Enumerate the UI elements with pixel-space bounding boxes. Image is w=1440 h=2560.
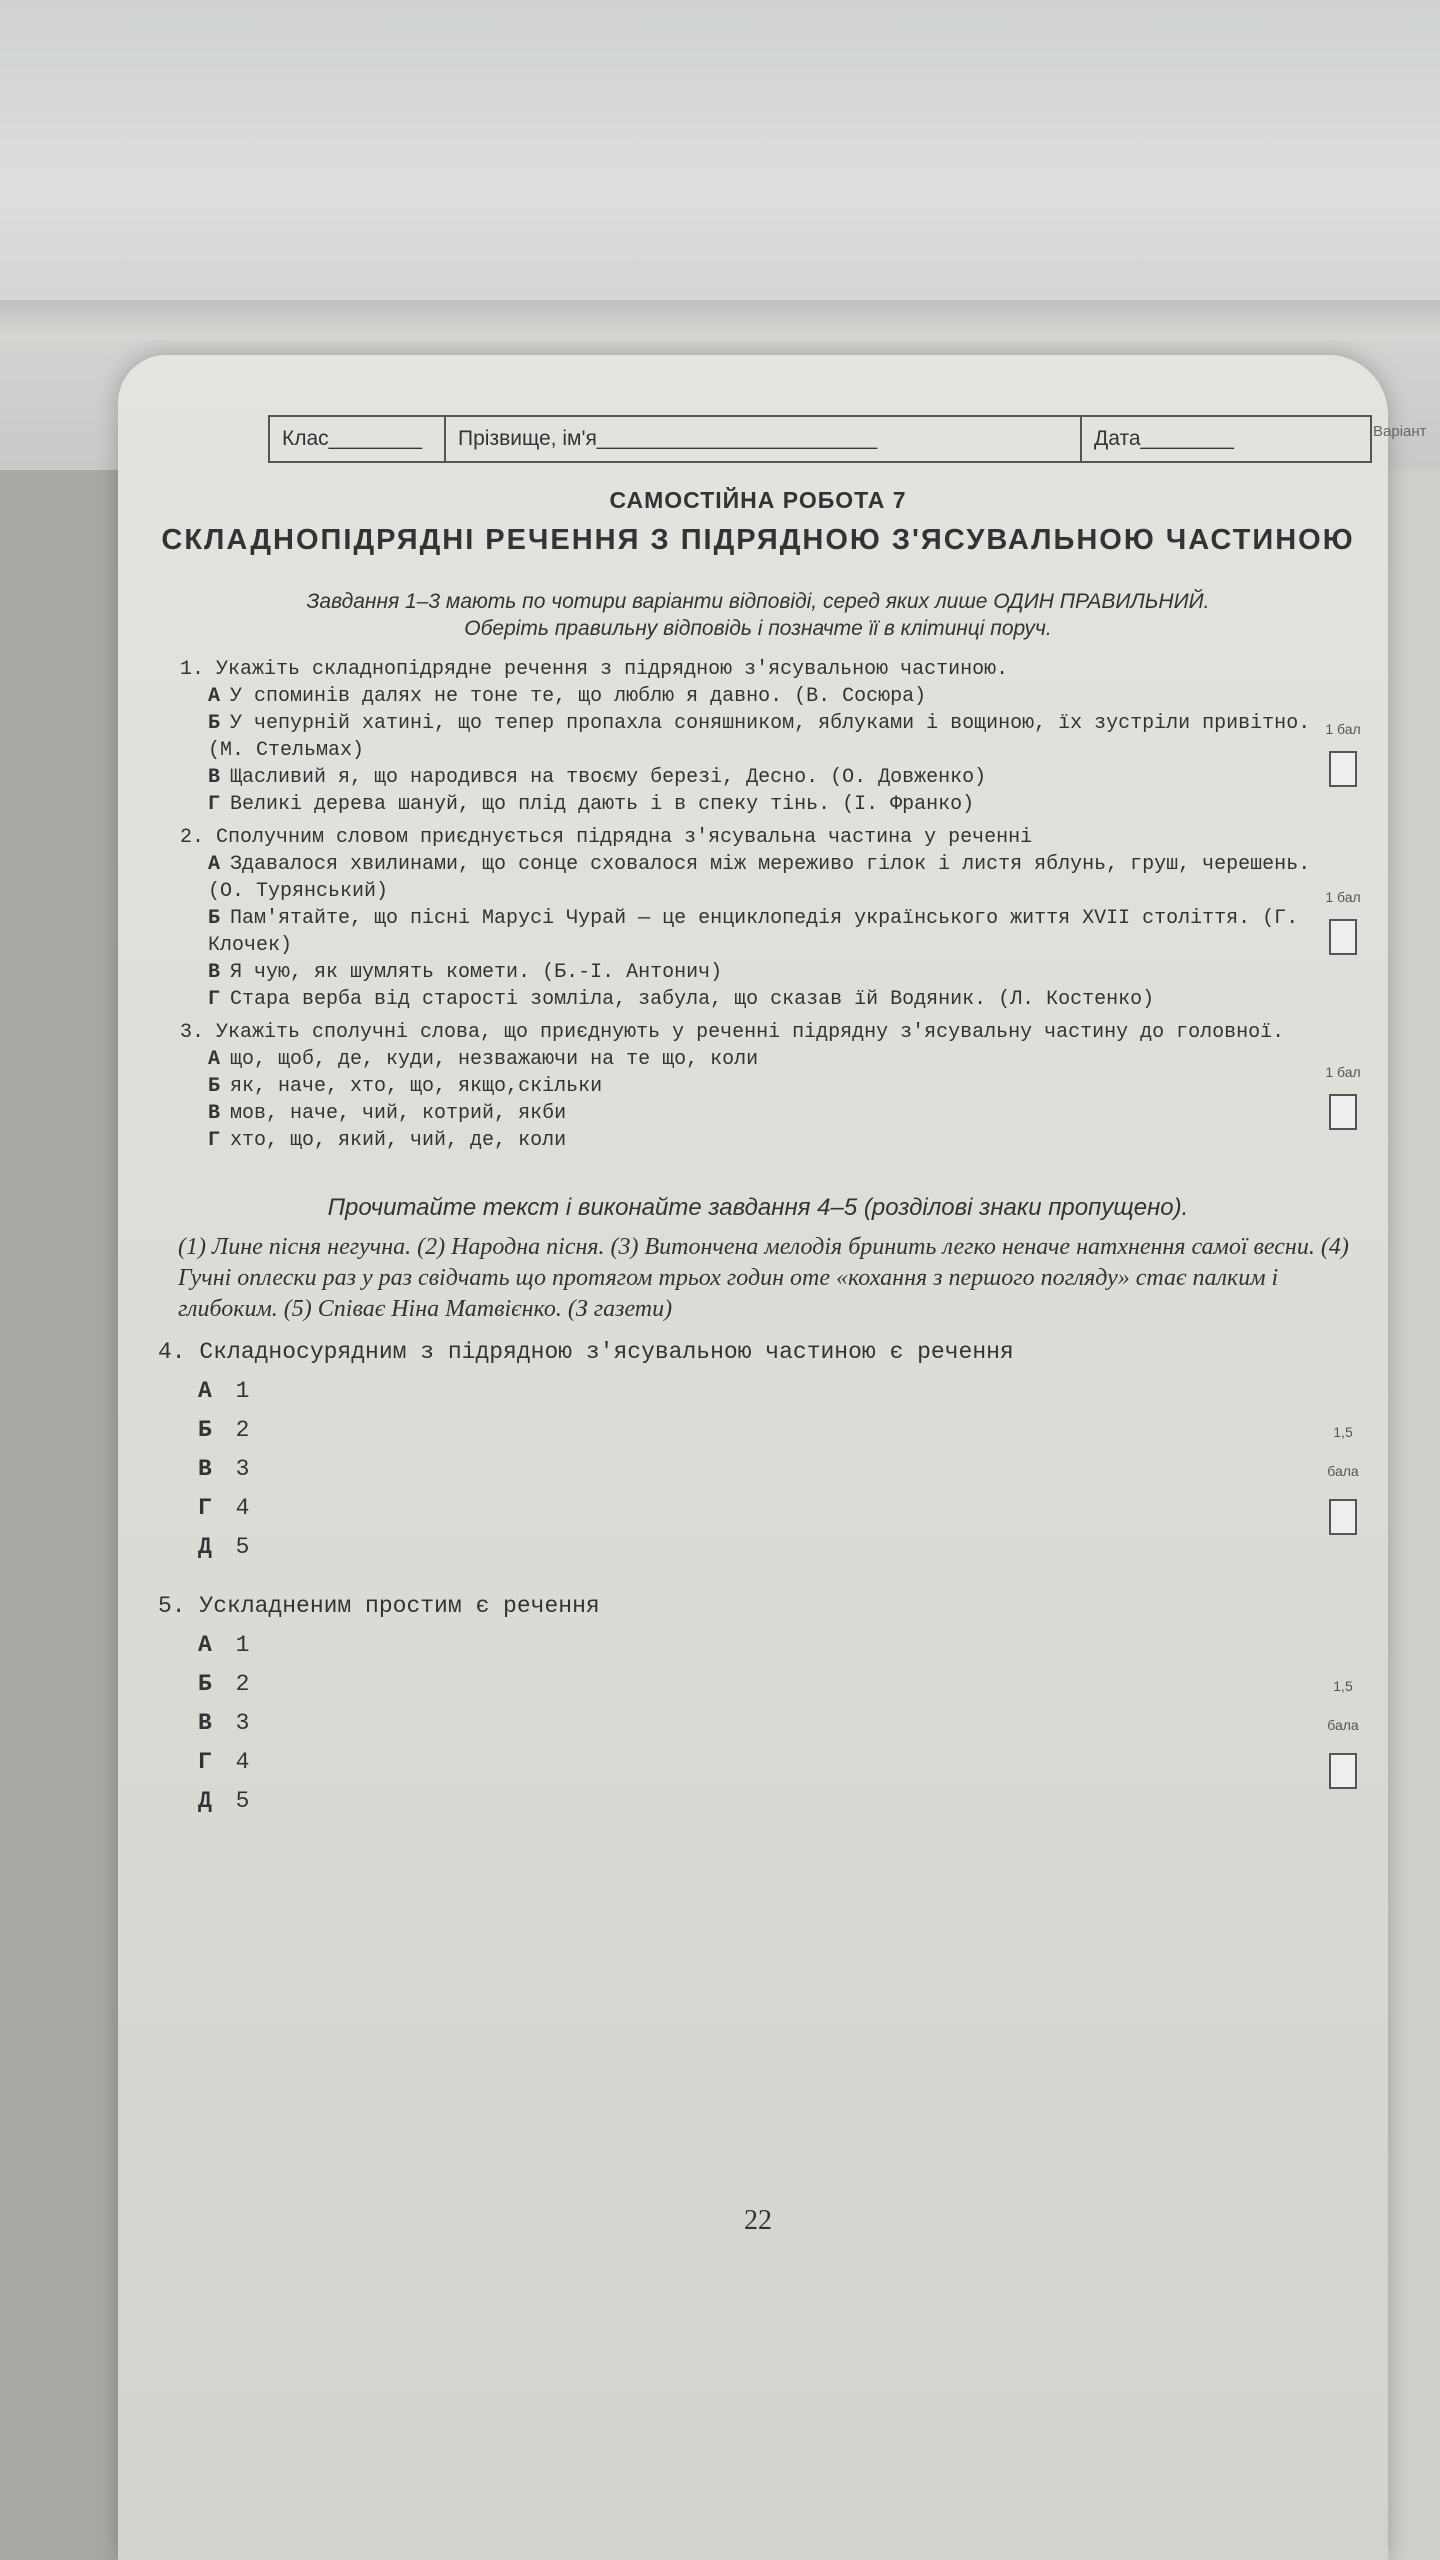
text-section-title: Прочитайте текст і виконайте завдання 4–5 (розділові знаки пропущено). [327,1194,1189,1221]
option-text: 2 [235,1671,250,1697]
option-text: 1 [235,1632,250,1658]
score-3 [1318,1059,1368,1130]
option-letter: А [198,1632,212,1658]
option-d [158,791,1358,818]
score-1 [1318,716,1368,787]
instructions [158,588,1358,642]
option-text: як, наче, хто, що, якщо,скільки [230,1075,603,1098]
option-letter: В [208,961,221,984]
option-a [158,1626,1358,1665]
option-b [158,1411,1358,1450]
topic-title: СКЛАДНОПІДРЯДНІ РЕЧЕННЯ З ПІДРЯДНОЮ З'ЯСУВАЛЬНОЮ ЧАСТИНОЮ [161,524,1355,556]
score-2 [1318,884,1368,955]
option-letter: Г [208,988,221,1011]
score-label: 1 бал [1325,889,1361,905]
option-d [158,986,1358,1013]
option-a [158,851,1361,905]
score-label: 1,5 бала [1327,1678,1359,1733]
option-d [158,1743,1358,1782]
option-text: Здавалося хвилинами, що сонце сховалося між мереживо гілок і листя яблунь, груш, черешень. (О. Турянський) [208,853,1311,903]
option-letter: А [208,853,221,876]
score-5 [1318,1667,1368,1789]
instructions-line-1: Завдання 1–3 мають по чотири варіанти відповіді, серед яких лише ОДИН ПРАВИЛЬНИЙ. [306,590,1210,613]
option-letter: Б [208,1075,221,1098]
option-b [158,710,1361,764]
option-letter: Г [198,1495,212,1521]
option-e [158,1528,1358,1567]
window-frame-edge [0,300,1440,340]
option-text: Пам'ятайте, що пісні Марусі Чурай — це енциклопедія українського життя XVII століття. (Г. Клочек) [208,907,1299,957]
option-text: 3 [235,1710,250,1736]
question-text: 2. Сполучним словом приєднується підрядна з'ясувальна частина у реченні [180,826,1033,849]
score-label: 1 бал [1325,1064,1361,1080]
name-field[interactable]: Прізвище, ім'я________________________ [446,417,1082,461]
reading-text: (1) Лине пісня негучна. (2) Народна пісня. (3) Витончена мелодія бринить легко неначе натхнення самої весни. (4) Гучні оплески раз у раз свідчать що протягом трьох годин оте «кохання з першого погляду» стає палким і глибоким. (5) Співає Ніна Матвієнко. (З газети) [178,1234,1349,1322]
option-text: 2 [235,1417,250,1443]
question-text: 3. Укажіть сполучні слова, що приєднують у реченні підрядну з'ясувальну частину до головної. [180,1021,1285,1044]
option-letter: В [198,1710,212,1736]
answer-box[interactable] [1329,1499,1357,1535]
answer-box[interactable] [1329,1753,1357,1789]
option-letter: Б [208,907,221,930]
answer-box[interactable] [1329,1094,1357,1130]
option-a [158,683,1358,710]
score-label: 1 бал [1325,721,1361,737]
option-b [158,1665,1358,1704]
option-text: мов, наче, чий, котрий, якби [230,1102,567,1125]
answer-box[interactable] [1329,919,1357,955]
option-e [158,1782,1358,1821]
question-text: 5. Ускладненим простим є речення [158,1593,600,1619]
option-letter: Г [208,793,221,816]
option-text: 5 [235,1534,250,1560]
question-3 [158,1019,1361,1154]
date-field[interactable]: Дата________ [1094,427,1234,450]
instructions-line-2: Оберіть правильну відповідь і позначте її в клітинці поруч. [464,617,1052,640]
option-letter: Г [198,1749,212,1775]
question-text: 4. Складносурядним з підрядною з'ясувальною частиною є речення [158,1339,1014,1365]
option-b [158,1073,1358,1100]
option-text: У чепурній хатині, що тепер пропахла соняшником, яблуками і вощиною, їх зустріли привітно. (М. Стельмах) [208,712,1311,762]
name-label: Прізвище, ім'я [458,427,597,450]
class-label: Клас [282,427,329,450]
option-letter: В [198,1456,212,1482]
option-b [158,905,1358,959]
page-number: 22 [744,2205,772,2236]
option-text: Я чую, як шумлять комети. (Б.-І. Антонич) [230,961,723,984]
option-text: 4 [235,1749,250,1775]
question-4 [158,1333,1358,1567]
question-text: 1. Укажіть складнопідрядне речення з підрядною з'ясувальною частиною. [180,658,1009,681]
student-info-header [268,415,1372,463]
option-letter: Б [208,712,221,735]
option-text: 3 [235,1456,250,1482]
variant-label: Варіант [1373,423,1427,440]
page-content [158,415,1427,2236]
workbook-page [118,355,1427,2560]
question-1 [158,656,1361,818]
option-letter: А [208,1048,221,1071]
option-c [158,764,1358,791]
option-letter: Б [198,1671,212,1697]
option-c [158,959,1358,986]
question-5 [158,1587,1358,1821]
option-text: 4 [235,1495,250,1521]
option-text: Стара верба від старості зомліла, забула, що сказав їй Водяник. (Л. Костенко) [230,988,1155,1011]
score-4 [1318,1413,1368,1535]
option-letter: Д [198,1534,212,1560]
work-title: САМОСТІЙНА РОБОТА 7 [609,487,907,513]
date-label: Дата [1094,427,1141,450]
option-a [158,1372,1358,1411]
option-d [158,1489,1358,1528]
answer-box[interactable] [1329,751,1357,787]
option-letter: В [208,766,221,789]
option-text: 5 [235,1788,250,1814]
option-text: Щасливий я, що народився на твоєму березі, Десно. (О. Довженко) [230,766,987,789]
question-2 [158,824,1361,1013]
option-c [158,1100,1358,1127]
option-c [158,1450,1358,1489]
option-a [158,1046,1358,1073]
option-d [158,1127,1358,1154]
option-letter: Г [208,1129,221,1152]
option-text: хто, що, який, чий, де, коли [230,1129,567,1152]
option-letter: Д [198,1788,212,1814]
option-letter: Б [198,1417,212,1443]
option-letter: В [208,1102,221,1125]
option-letter: А [198,1378,212,1404]
option-text: Великі дерева шануй, що плід дають і в спеку тінь. (І. Франко) [230,793,975,816]
option-c [158,1704,1358,1743]
option-text: 1 [235,1378,250,1404]
option-text: що, щоб, де, куди, незважаючи на те що, коли [230,1048,759,1071]
score-label: 1,5 бала [1327,1424,1359,1479]
option-letter: А [208,685,221,708]
option-text: У споминів далях не тоне те, що люблю я давно. (В. Сосюра) [230,685,927,708]
class-field[interactable]: Клас________ [270,417,446,461]
